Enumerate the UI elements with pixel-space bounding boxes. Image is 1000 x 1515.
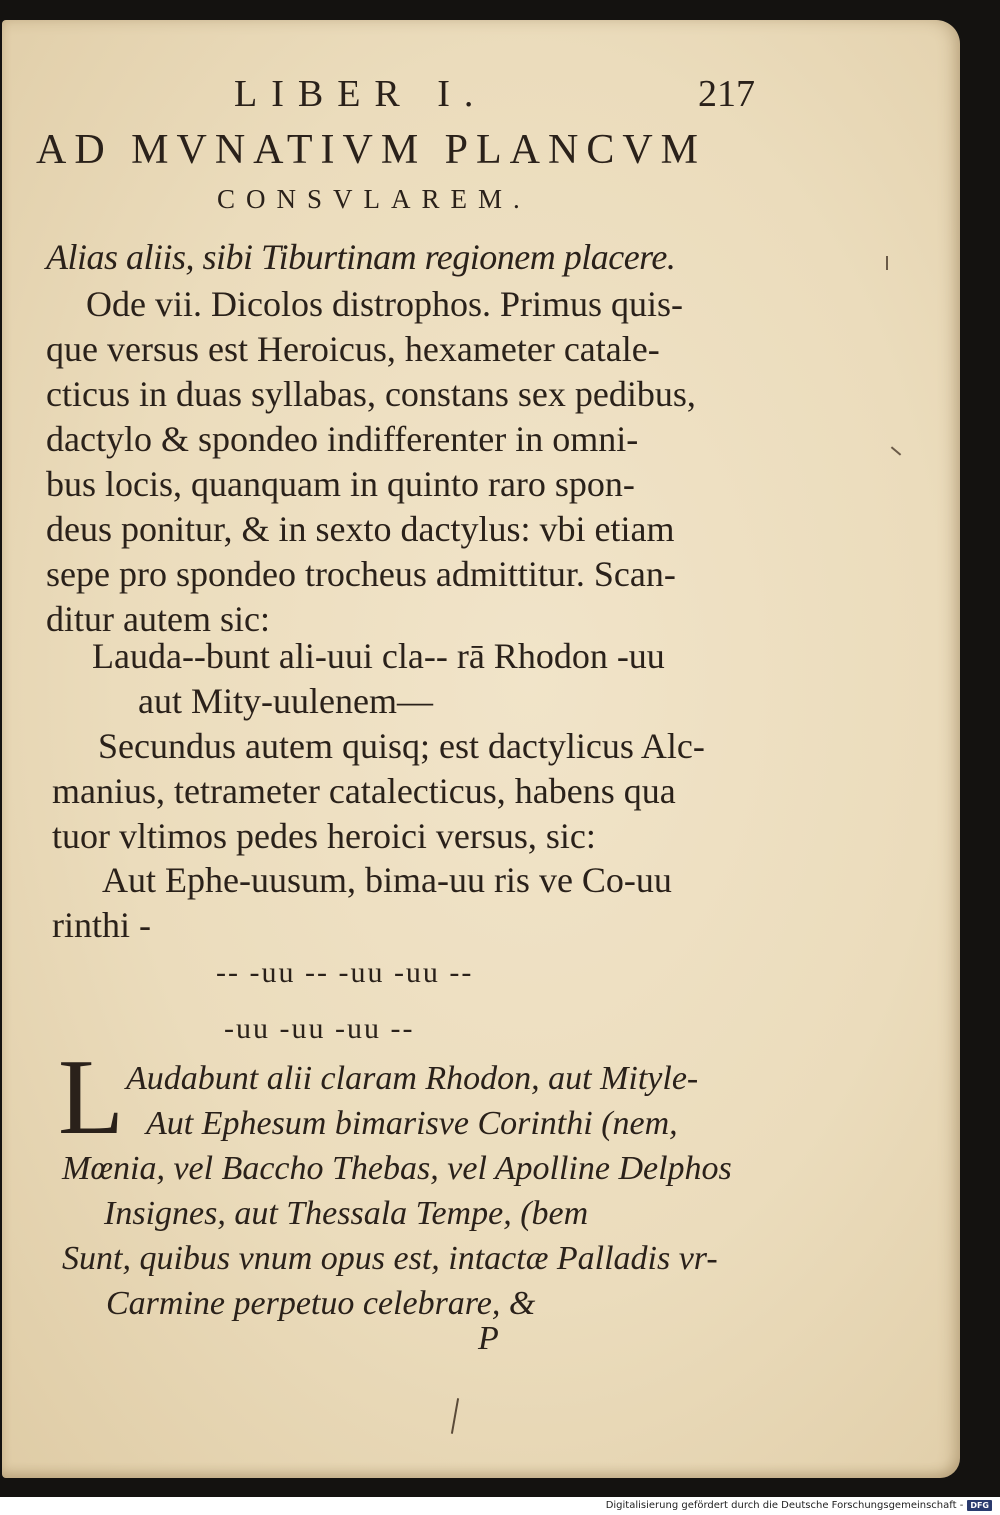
commentary-line: tuor vltimos pedes heroici versus, sic: bbox=[52, 816, 596, 856]
commentary-line: manius, tetrameter catalecticus, habens qua bbox=[52, 771, 676, 811]
scansion-line: aut Mity-uulenem— bbox=[138, 681, 433, 721]
commentary-line: sepe pro spondeo trocheus admittitur. Scan- bbox=[46, 554, 676, 594]
commentary-line: deus ponitur, & in sexto dactylus: vbi etiam bbox=[46, 509, 675, 549]
argument-line: Alias aliis, sibi Tiburtinam regionem placere. bbox=[46, 237, 676, 277]
digitization-credit bbox=[606, 1500, 992, 1511]
ink-stroke bbox=[451, 1398, 459, 1434]
running-title: LIBER I. bbox=[234, 73, 488, 115]
poem-line: Insignes, aut Thessala Tempe, (bem bbox=[104, 1195, 589, 1232]
drop-cap: L bbox=[58, 1038, 124, 1157]
poem-line: Carmine perpetuo celebrare, & bbox=[106, 1285, 536, 1322]
scansion-line: rinthi - bbox=[52, 905, 151, 945]
page-number: 217 bbox=[698, 73, 755, 115]
scansion-line: Aut Ephe-uusum, bima-uu ris ve Co-uu bbox=[102, 860, 672, 900]
credit-text: Digitalisierung gefördert durch die Deutsche Forschungsgemeinschaft - bbox=[605, 1500, 964, 1511]
poem-line: Mœnia, vel Baccho Thebas, vel Apolline Delphos bbox=[62, 1150, 732, 1187]
ode-title-line1: AD MVNATIVM PLANCVM bbox=[36, 127, 707, 173]
poem-line: Aut Ephesum bimarisve Corinthi (nem, bbox=[146, 1105, 678, 1142]
poem-line: Audabunt alii claram Rhodon, aut Mityle- bbox=[126, 1060, 699, 1097]
commentary-line: ditur autem sic: bbox=[46, 599, 270, 639]
commentary-paragraph bbox=[46, 282, 696, 642]
commentary-line: Secundus autem quisq; est dactylicus Alc- bbox=[98, 726, 705, 766]
metrical-scheme-line2: -uu -uu -uu -- bbox=[224, 1012, 415, 1045]
commentary-line: cticus in duas syllabas, constans sex pedibus, bbox=[46, 374, 696, 414]
book-page bbox=[2, 20, 960, 1478]
margin-mark bbox=[886, 256, 888, 270]
metrical-scheme-line1: -- -uu -- -uu -uu -- bbox=[216, 956, 474, 989]
poem-line: Sunt, quibus vnum opus est, intactæ Palladis vr- bbox=[62, 1240, 718, 1277]
commentary-line: que versus est Heroicus, hexameter catale- bbox=[46, 329, 660, 369]
dfg-logo: DFG bbox=[967, 1500, 992, 1511]
scansion-example-a bbox=[92, 634, 665, 724]
commentary-line: Ode vii. Dicolos distrophos. Primus quis- bbox=[86, 284, 684, 324]
commentary-paragraph-2 bbox=[52, 724, 705, 859]
signature-mark: P bbox=[478, 1320, 499, 1357]
commentary-line: dactylo & spondeo indifferenter in omni- bbox=[46, 419, 639, 459]
margin-mark bbox=[891, 446, 901, 455]
scansion-line: Lauda--bunt ali-uui cla-- rā Rhodon -uu bbox=[92, 636, 665, 676]
scansion-example-b bbox=[52, 858, 672, 948]
commentary-line: bus locis, quanquam in quinto raro spon- bbox=[46, 464, 635, 504]
ode-poem bbox=[62, 1056, 732, 1326]
ode-title-line2: CONSVLAREM. bbox=[217, 184, 531, 214]
